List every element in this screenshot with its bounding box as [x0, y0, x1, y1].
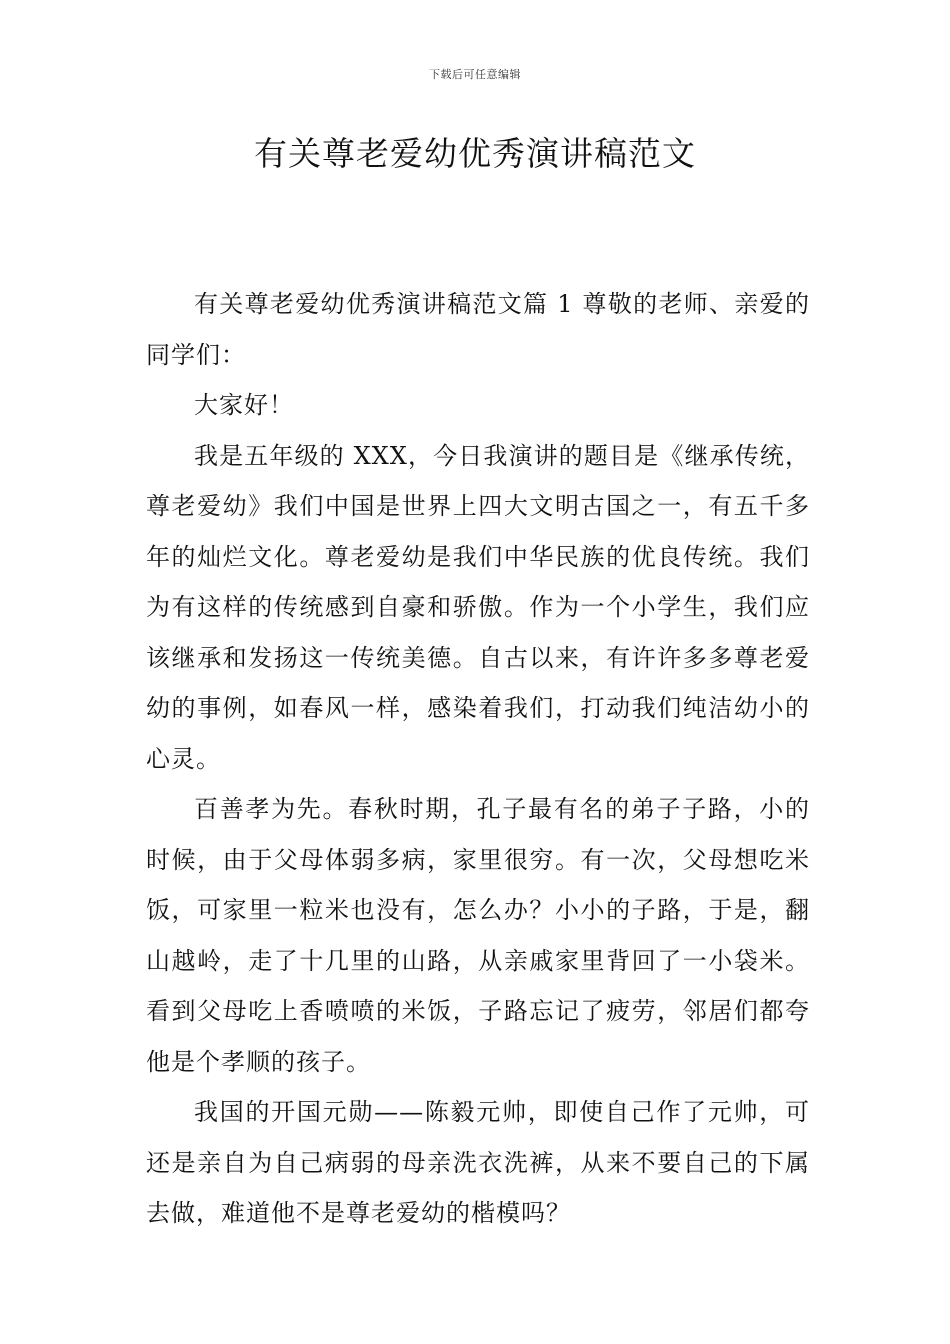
paragraph-hello: 大家好！: [194, 391, 294, 419]
paragraph-introduction: 我是五年级的 XXX，今日我演讲的题目是《继承传统，尊老爱幼》我们中国是世界上四大文明古国之一，有五千多年的灿烂文化。尊老爱幼是我们中华民族的优良传统。我们为有这样的传统感到自豪和骄傲。作为一个小学生，我们应该继承和发扬这一传统美德。自古以来，有许许多多尊老爱幼的事例，如春风一样，感染着我们，打动我们纯洁幼小的心灵。: [146, 441, 810, 773]
paragraph-zilu-story: 百善孝为先。春秋时期，孔子最有名的弟子子路，小的时候，由于父母体弱多病，家里很穷。有一次，父母想吃米饭，可家里一粒米也没有，怎么办？小小的子路，于是，翻山越岭，走了十几里的山路，从亲戚家里背回了一小袋米。看到父母吃上香喷喷的米饭，子路忘记了疲劳，邻居们都夸他是个孝顺的孩子。: [146, 795, 810, 1076]
paragraph-greeting-intro: 有关尊老爱幼优秀演讲稿范文篇 1 尊敬的老师、亲爱的同学们：: [146, 290, 810, 369]
document-title: 有关尊老爱幼优秀演讲稿范文: [254, 134, 696, 173]
document-body: [146, 279, 810, 1239]
paragraph-chenyi-story: 我国的开国元勋——陈毅元帅，即使自己作了元帅，可还是亲自为自己病弱的母亲洗衣洗裤，从来不要自己的下属去做，难道他不是尊老爱幼的楷模吗？: [146, 1098, 810, 1227]
header-note: 下载后可任意编辑: [429, 68, 521, 81]
